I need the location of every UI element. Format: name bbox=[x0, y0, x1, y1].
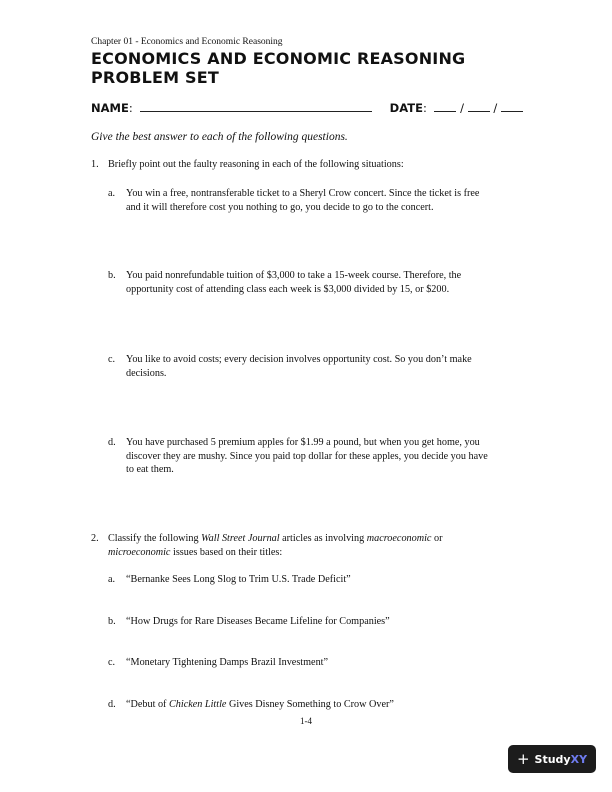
q2-part-b-text: “How Drugs for Rare Diseases Became Lifeline for Companies” bbox=[126, 616, 390, 627]
q1-part-c-letter: c. bbox=[108, 354, 116, 365]
name-blank[interactable] bbox=[140, 101, 372, 112]
q1-part-b-letter: b. bbox=[108, 270, 116, 281]
date-day-blank[interactable] bbox=[468, 101, 490, 112]
q1-part-b-text: You paid nonrefundable tuition of $3,000 to take a 15-week course. Therefore, the opportunity cost of attending class each week is $3,000 divided by 15, or $200. bbox=[126, 270, 462, 295]
name-label: NAME bbox=[91, 101, 129, 115]
studyxy-badge[interactable] bbox=[508, 745, 596, 773]
question-2-text: Classify the following Wall Street Journal articles as involving macroeconomic or microeconomic issues based on their titles: bbox=[108, 533, 443, 558]
q2-part-d-text: “Debut of Chicken Little Gives Disney Something to Crow Over” bbox=[126, 699, 394, 710]
q2-part-c-text: “Monetary Tightening Damps Brazil Investment” bbox=[126, 657, 329, 668]
question-1-number: 1. bbox=[91, 159, 99, 170]
q1-part-d-letter: d. bbox=[108, 437, 116, 448]
page-title bbox=[91, 49, 531, 87]
title-line-2: PROBLEM SET bbox=[91, 68, 220, 87]
page-number: 1-4 bbox=[300, 716, 312, 726]
instructions: Give the best answer to each of the following questions. bbox=[91, 131, 348, 143]
q2-part-d-letter: d. bbox=[108, 699, 116, 710]
question-2-number: 2. bbox=[91, 533, 99, 544]
q1-part-c-text: You like to avoid costs; every decision involves opportunity cost. So you don’t make decisions. bbox=[126, 354, 472, 379]
date-month-blank[interactable] bbox=[434, 101, 456, 112]
plus-icon: + bbox=[516, 749, 530, 768]
badge-text: StudyXY bbox=[534, 752, 588, 766]
q2-part-a-text: “Bernanke Sees Long Slog to Trim U.S. Trade Deficit” bbox=[126, 574, 351, 585]
name-date-row: NAME: DATE: / / bbox=[91, 101, 531, 115]
chapter-label: Chapter 01 - Economics and Economic Reasoning bbox=[91, 37, 283, 47]
date-label: DATE bbox=[389, 101, 423, 115]
q2-part-b-letter: b. bbox=[108, 616, 116, 627]
date-year-blank[interactable] bbox=[501, 101, 523, 112]
q1-part-a-text: You win a free, nontransferable ticket to a Sheryl Crow concert. Since the ticket is free and it will therefore cost you nothing to go, you decide to go to the concert. bbox=[126, 188, 480, 213]
q2-part-c-letter: c. bbox=[108, 657, 116, 668]
title-line-1: ECONOMICS AND ECONOMIC REASONING bbox=[91, 49, 466, 68]
q1-part-d-text: You have purchased 5 premium apples for $1.99 a pound, but when you get home, you discover they are mushy. Since you paid top dollar for these apples, you decide you have to eat them. bbox=[126, 437, 488, 475]
question-1-text: Briefly point out the faulty reasoning in each of the following situations: bbox=[108, 159, 404, 170]
q1-part-a-letter: a. bbox=[108, 188, 116, 199]
q2-part-a-letter: a. bbox=[108, 574, 116, 585]
